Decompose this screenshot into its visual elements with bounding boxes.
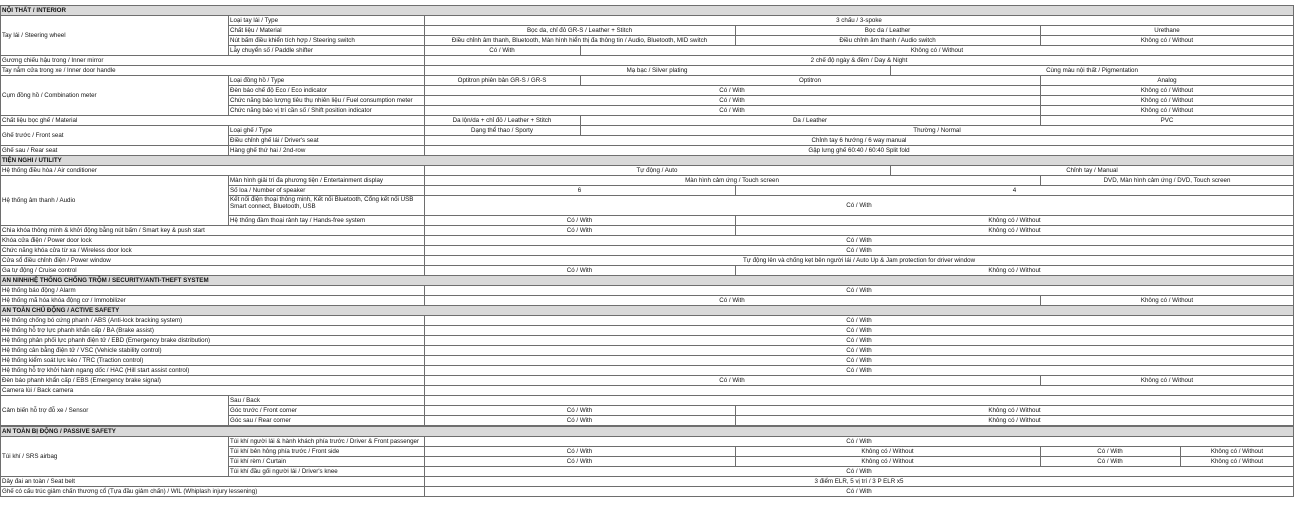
table-cell: 3 điểm ELR, 5 vị trí / 3 P ELR x5 (814, 478, 904, 485)
table-cell: Có / With (846, 317, 872, 324)
table-cell: Không có / Without (910, 47, 964, 54)
table-cell: Khóa cửa điện / Power door lock (2, 237, 92, 244)
table-cell: Túi khí đầu gối người lái / Driver's knee (230, 468, 338, 475)
table-cell: Chỉnh tay / Manual (1066, 167, 1118, 174)
table-cell: DVD, Màn hình cảm ứng / DVD, Touch screen (1103, 177, 1231, 184)
table-cell: Đèn báo phanh khẩn cấp / EBS (Emergency brake signal) (2, 377, 161, 384)
table-cell: Đèn báo chế độ Eco / Eco indicator (230, 87, 327, 94)
table-cell: Có / With (846, 357, 872, 364)
table-cell: Ghế có cấu trúc giảm chấn thương cổ (Tựa đầu giảm chấn) / WIL (Whiplash injury lessening) (2, 488, 258, 495)
table-cell: Không có / Without (988, 217, 1041, 224)
table-cell: Hệ thống mã hóa khóa động cơ / Immobilizer (2, 297, 126, 304)
table-cell: Có / With (719, 297, 745, 304)
table-cell: Điều chỉnh âm thanh, Bluetooth, Màn hình hiển thị đa thông tin / Audio, Bluetooth, MID switch (451, 37, 708, 44)
table-cell: Có / With (566, 267, 593, 274)
table-cell: Có / With (566, 458, 593, 465)
table-cell: Chức năng khóa cửa từ xa / Wireless door lock (2, 247, 132, 254)
table-cell: Nút bấm điều khiển tích hợp / Steering switch (230, 37, 355, 44)
table-cell: Optitron phiên bản GR-S / GR-S (457, 77, 547, 84)
table-cell: Sau / Back (230, 397, 260, 404)
group-label: Cảm biến hỗ trợ đỗ xe / Sensor (2, 407, 89, 414)
table-cell: Không có / Without (1140, 107, 1194, 114)
table-cell: Có / With (846, 468, 872, 475)
group-label: Cụm đồng hồ / Combination meter (2, 92, 97, 99)
table-cell: Da lộn/da + chỉ đỏ / Leather + Stitch (452, 117, 552, 124)
table-cell: Urethane (1154, 27, 1180, 34)
section-security: AN NINH/HỆ THỐNG CHỐNG TRỘM / SECURITY/ANTI-THEFT SYSTEM (2, 277, 209, 284)
table-cell: Cùng màu nội thất / Pigmentation (1046, 67, 1138, 74)
table-cell: Số loa / Number of speaker (230, 187, 306, 194)
table-cell: PVC (1160, 117, 1174, 124)
table-cell: Góc trước / Front corner (230, 407, 297, 414)
table-cell: Không có / Without (1140, 37, 1194, 44)
table-cell: 6 (577, 187, 582, 194)
table-cell: Có / With (566, 417, 593, 424)
table-cell: Hệ thống hỗ trợ khởi hành ngang dốc / HAC (Hill start assist control) (2, 367, 190, 374)
table-cell: Loại ghế / Type (230, 127, 273, 134)
table-cell: Hệ thống phân phối lực phanh điện tử / EBD (Emergency brake distribution) (2, 337, 211, 344)
table-cell: Tay nắm cửa trong xe / Inner door handle (2, 67, 116, 74)
table-cell: Không có / Without (988, 227, 1041, 234)
group-label: Túi khí / SRS airbag (2, 453, 58, 460)
table-cell: Có / With (719, 87, 745, 94)
table-cell: Có / With (719, 377, 745, 384)
table-cell: Ga tự động / Cruise control (2, 267, 77, 274)
table-cell: Tự động lên và chống kẹt bên người lái / Auto Up & Jam protection for driver window (742, 257, 976, 264)
table-cell: Dây đai an toàn / Seat belt (2, 478, 75, 485)
table-cell: Hệ thống chống bó cứng phanh / ABS (Anti-lock bracking system) (2, 317, 183, 324)
table-cell: Có / With (846, 488, 872, 495)
table-cell: Có / With (846, 337, 872, 344)
table-cell: Có / With (846, 287, 872, 294)
table-cell: Có / With (846, 202, 872, 209)
table-cell: Gập lưng ghế 60:40 / 60:40 Split fold (808, 147, 910, 154)
table-cell: Màn hình cảm ứng / Touch screen (685, 177, 779, 184)
table-cell: Hệ thống đàm thoại rảnh tay / Hands-free system (230, 217, 366, 224)
table-cell: Bọc da / Leather (864, 27, 911, 34)
table-cell: Có / With (1097, 458, 1123, 465)
table-cell: Điều chỉnh ghế lái / Driver's seat (230, 137, 319, 144)
table-cell: 2 chế độ ngày & đêm / Day & Night (810, 57, 908, 64)
section-interior: NỘI THẤT / INTERIOR (2, 7, 66, 14)
table-cell: Không có / Without (1140, 377, 1194, 384)
section-active-safety: AN TOÀN CHỦ ĐỘNG / ACTIVE SAFETY (2, 307, 120, 314)
table-cell: Không có / Without (861, 458, 914, 465)
table-cell: Không có / Without (1210, 448, 1264, 455)
section-utility: TIỆN NGHI / UTILITY (2, 157, 62, 164)
table-cell: Cửa sổ điều chỉnh điện / Power window (2, 257, 111, 264)
table-cell: Có / With (489, 47, 515, 54)
table-cell: Hệ thống điều hòa / Air conditioner (2, 167, 97, 174)
table-cell: Không có / Without (1210, 458, 1264, 465)
table-cell: Kết nối điện thoại thông minh, Kết nối Bluetooth, Cổng kết nối USB Smart connect, Bluetooth, USB (230, 196, 414, 210)
table-cell: Không có / Without (988, 407, 1041, 414)
table-cell: Bọc da, chỉ đỏ GR-S / Leather + Stitch (526, 27, 633, 34)
group-label: Ghế trước / Front seat (2, 132, 64, 139)
table-cell: Thường / Normal (913, 127, 961, 134)
table-cell: 4 (1012, 187, 1017, 194)
group-label: Tay lái / Steering wheel (2, 32, 66, 39)
table-cell: Túi khí bên hông phía trước / Front side (230, 448, 340, 455)
table-cell: Chất liệu bọc ghế / Material (2, 117, 78, 124)
table-cell: Chất liệu / Material (230, 27, 282, 34)
table-cell: Hệ thống kiểm soát lực kéo / TRC (Traction control) (2, 357, 144, 364)
table-cell: Có / With (846, 327, 872, 334)
table-cell: Có / With (846, 438, 872, 445)
table-cell: Gương chiếu hậu trong / Inner mirror (2, 57, 104, 64)
table-cell: Loại tay lái / Type (230, 17, 279, 24)
table-cell: Hệ thống cân bằng điện tử / VSC (Vehicle stability control) (2, 347, 162, 354)
table-cell: Chức năng báo vị trí cần số / Shift position indicator (230, 107, 372, 114)
table-cell: Không có / Without (1140, 97, 1194, 104)
table-cell: Hệ thống báo động / Alarm (2, 287, 76, 294)
table-cell: Có / With (846, 247, 872, 254)
table-cell: Không có / Without (988, 417, 1041, 424)
table-cell: Không có / Without (861, 448, 914, 455)
table-cell: Tự động / Auto (636, 167, 678, 174)
table-cell: Có / With (566, 217, 593, 224)
table-cell: Chìa khóa thông minh & khởi động bằng nút bấm / Smart key & push start (2, 227, 205, 234)
table-cell: Có / With (566, 407, 593, 414)
table-cell (426, 385, 1292, 395)
table-cell: Có / With (846, 237, 872, 244)
table-cell: Lẫy chuyển số / Paddle shifter (230, 47, 313, 54)
table-cell: Loại đồng hồ / Type (230, 77, 285, 84)
section-passive-safety: AN TOÀN BỊ ĐỘNG / PASSIVE SAFETY (2, 428, 116, 435)
table-cell: Optitron (798, 77, 821, 84)
table-cell: Chỉnh tay 6 hướng / 6 way manual (811, 137, 907, 144)
table-cell (426, 395, 1292, 405)
table-cell: Analog (1157, 77, 1177, 84)
group-label: Hệ thống âm thanh / Audio (2, 197, 76, 204)
table-cell: Túi khí người lái & hành khách phía trước / Driver & Front passenger (230, 438, 420, 445)
table-cell: Có / With (566, 448, 593, 455)
table-cell: Hàng ghế thứ hai / 2nd-row (230, 147, 306, 154)
table-cell: Dạng thể thao / Sporty (471, 127, 533, 134)
table-cell: Điều chỉnh âm thanh / Audio switch (839, 37, 936, 44)
table-cell: Có / With (566, 227, 593, 234)
table-cell: Có / With (846, 367, 872, 374)
table-cell: Camera lùi / Back camera (2, 387, 74, 394)
table-cell: 3 chấu / 3-spoke (836, 17, 882, 24)
table-cell: Có / With (719, 97, 745, 104)
table-cell: Mạ bạc / Silver plating (626, 67, 688, 74)
table-cell: Màn hình giải trí đa phương tiện / Entertainment display (230, 177, 384, 184)
table-cell: Có / With (846, 347, 872, 354)
table-cell: Không có / Without (988, 267, 1041, 274)
table-cell: Có / With (719, 107, 745, 114)
table-cell: Có / With (1097, 448, 1123, 455)
table-cell: Chức năng báo lượng tiêu thụ nhiên liệu / Fuel consumption meter (230, 97, 413, 104)
group-label: Ghế sau / Rear seat (2, 147, 58, 154)
table-cell: Góc sau / Rear corner (230, 417, 291, 424)
table-cell: Túi khí rèm / Curtain (230, 458, 287, 465)
table-cell: Không có / Without (1140, 297, 1194, 304)
table-cell: Da / Leather (792, 117, 828, 124)
table-cell: Không có / Without (1140, 87, 1194, 94)
table-cell: Hệ thống hỗ trợ lực phanh khẩn cấp / BA (Brake assist) (2, 327, 154, 334)
